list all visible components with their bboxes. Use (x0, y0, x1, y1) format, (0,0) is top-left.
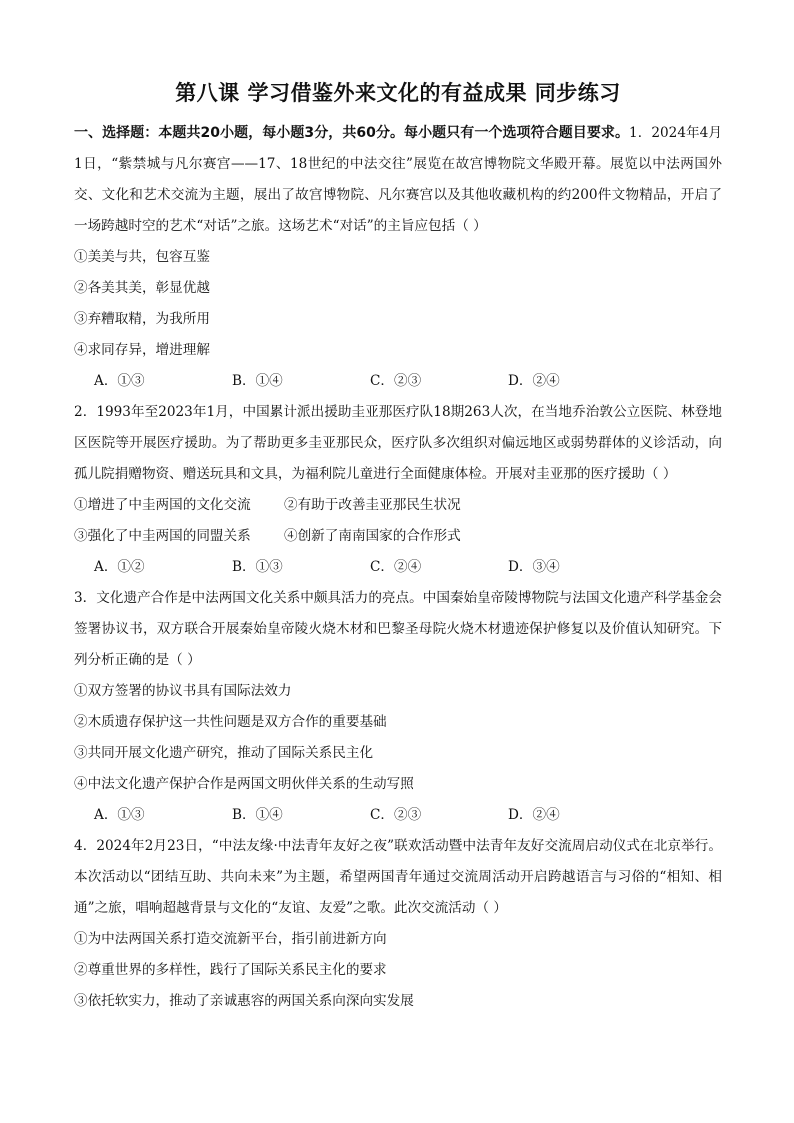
q3-option-3: ③共同开展文化遗产研究，推动了国际关系民主化 (74, 745, 374, 761)
q4-option-2: ②尊重世界的多样性，践行了国际关系民主化的要求 (74, 962, 387, 978)
q1-choice-b: B．①④ (232, 373, 283, 389)
q1-choice-a: A．①③ (94, 373, 145, 389)
q2-option-3: ③强化了中圭两国的同盟关系 (74, 528, 251, 544)
q2-choice-d: D．③④ (508, 559, 560, 575)
q2-options-row-1 (74, 490, 722, 521)
q2-option-4: ④创新了南南国家的合作形式 (284, 528, 461, 544)
q3-option-1: ①双方签署的协议书具有国际法效力 (74, 683, 292, 699)
q2-option-1: ①增进了中圭两国的文化交流 (74, 497, 251, 513)
question-3-stem: 3．文化遗产合作是中法两国文化关系中颇具活力的亮点。中国秦始皇帝陵博物院与法国文化遗产科学基金会签署协议书，双方联合开展秦始皇帝陵火烧木材和巴黎圣母院火烧木材遗迹保护修复以及价值认知研究。下列分析正确的是（ ） (74, 590, 722, 668)
q3-option-2: ②木质遗存保护这一共性问题是双方合作的重要基础 (74, 714, 387, 730)
q4-option-3: ③依托软实力，推动了亲诚惠容的两国关系向深向实发展 (74, 993, 414, 1009)
q1-choice-c: C．②③ (370, 373, 422, 389)
q3-choices (74, 800, 722, 831)
q1-option-2: ②各美其美，彰显优越 (74, 280, 210, 296)
page-title: 第八课 学习借鉴外来文化的有益成果 同步练习 (175, 81, 621, 105)
q3-choice-a: A．①③ (94, 807, 145, 823)
q2-options-row-2 (74, 521, 722, 552)
q2-choice-a: A．①② (94, 559, 145, 575)
question-4-stem: 4．2024年2月23日，“中法友缘·中法青年友好之夜”联欢活动暨中法青年友好交流周启动仪式在北京举行。本次活动以“团结互助、共向未来”为主题，希望两国青年通过交流周活动开启跨越语言与习俗的“相知、相通”之旅，唱响超越背景与文化的“友谊、友爱”之歌。此次交流活动（ ） (74, 838, 722, 916)
q1-choice-d: D．②④ (508, 373, 560, 389)
q3-choice-d: D．②④ (508, 807, 560, 823)
q2-choice-b: B．①③ (232, 559, 283, 575)
q1-option-3: ③弃糟取精，为我所用 (74, 311, 210, 327)
q2-option-2: ②有助于改善圭亚那民生状况 (284, 497, 461, 513)
q4-option-1: ①为中法两国关系打造交流新平台，指引前进新方向 (74, 931, 387, 947)
q2-choices (74, 552, 722, 583)
q1-choices (74, 366, 722, 397)
question-1-block (74, 118, 722, 242)
q3-choice-c: C．②③ (370, 807, 422, 823)
question-2-stem: 2．1993年至2023年1月，中国累计派出援助圭亚那医疗队18期263人次，在当地乔治敦公立医院、林登地区医院等开展医疗援助。为了帮助更多圭亚那民众，医疗队多次组织对偏远地区或弱势群体的义诊活动，向孤儿院捐赠物资、赠送玩具和文具，为福利院儿童进行全面健康体检。开展对圭亚那的医疗援助（ ） (74, 404, 722, 482)
section-header: 一、选择题：本题共20小题，每小题3分，共60分。每小题只有一个选项符合题目要求。 (74, 125, 630, 141)
q1-option-1: ①美美与共，包容互鉴 (74, 249, 210, 265)
q1-option-4: ④求同存异，增进理解 (74, 342, 210, 358)
q3-choice-b: B．①④ (232, 807, 283, 823)
q3-option-4: ④中法文化遗产保护合作是两国文明伙伴关系的生动写照 (74, 776, 414, 792)
q2-choice-c: C．②④ (370, 559, 422, 575)
question-1-stem: 1．2024年4月1日，“紫禁城与凡尔赛宫——17、18世纪的中法交往”展览在故宫博物院文华殿开幕。展览以中法两国外交、文化和艺术交流为主题，展出了故宫博物院、凡尔赛宫以及其他收藏机构的约200件文物精品，开启了一场跨越时空的艺术“对话”之旅。这场艺术“对话”的主旨应包括（ ） (74, 125, 722, 234)
